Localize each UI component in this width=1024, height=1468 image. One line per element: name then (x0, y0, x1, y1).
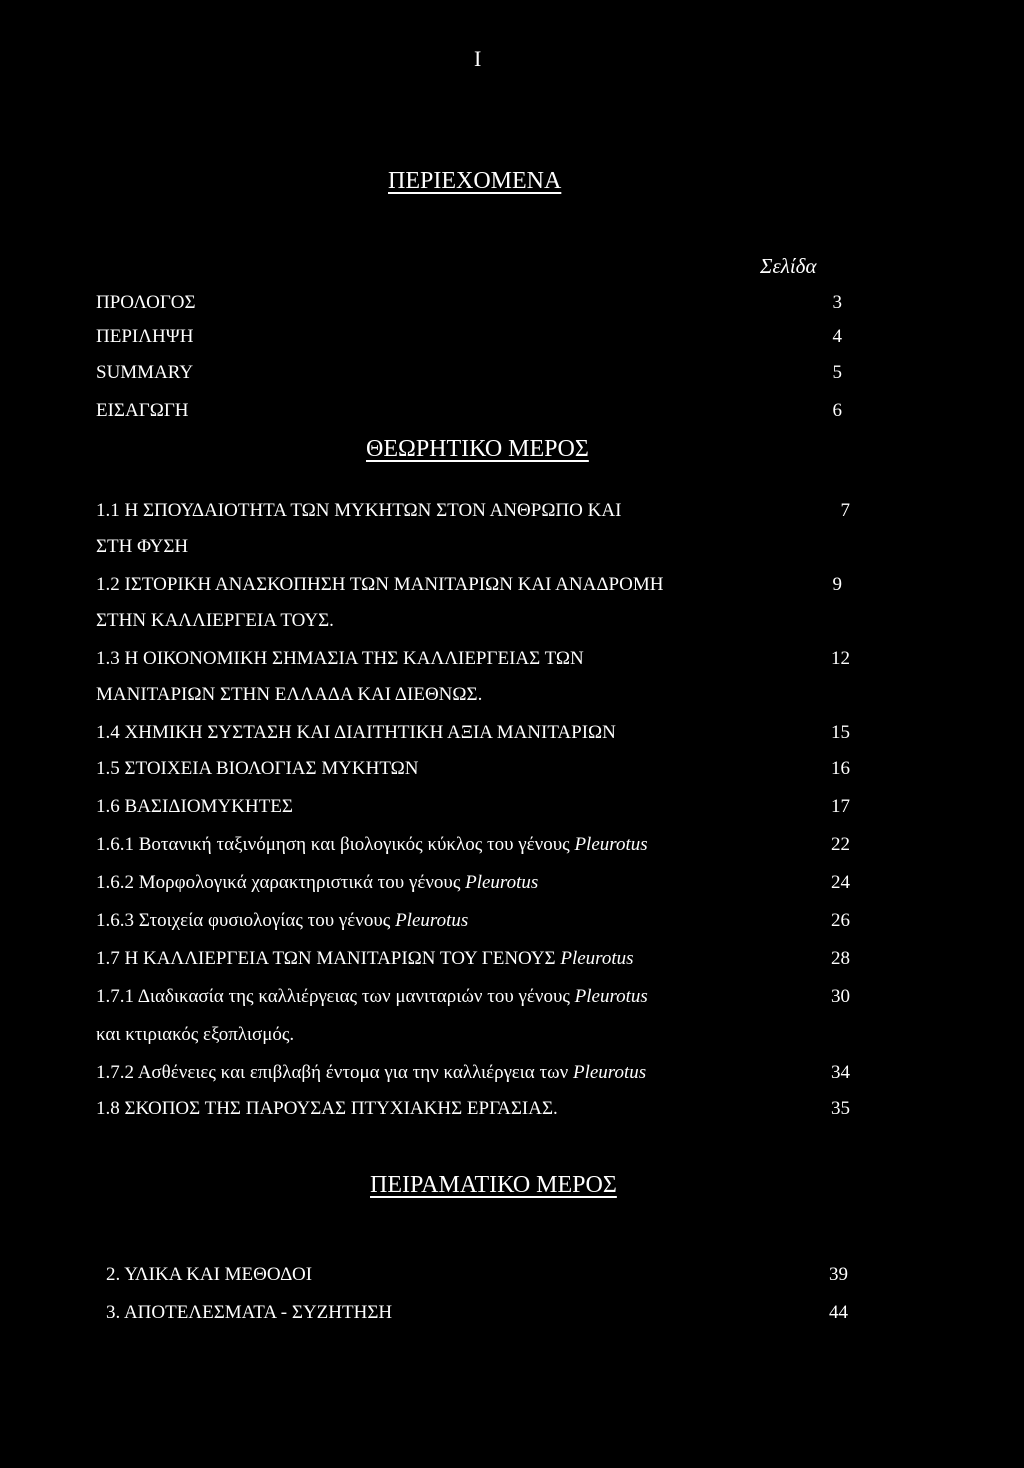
toc-entry-title: ΕΙΣΑΓΩΓΗ (96, 400, 189, 421)
toc-entry-page: 5 (832, 362, 842, 383)
toc-entry-text: 1.7 Η ΚΑΛΛΙΕΡΓΕΙΑ ΤΩΝ ΜΑΝΙΤΑΡΙΩΝ ΤΟΥ ΓΕΝΟΥΣ (96, 948, 556, 969)
toc-entry-title-continued: και κτιριακός εξοπλισμός. (96, 1024, 295, 1045)
toc-entry-title-continued: ΣΤΗΝ ΚΑΛΛΙΕΡΓΕΙΑ ΤΟΥΣ. (96, 610, 334, 631)
toc-entry-text: 1.6.3 Στοιχεία φυσιολογίας του γένους (96, 910, 391, 931)
genus-name: Pleurotus (572, 1062, 647, 1083)
toc-entry-text: 1.6.2 Μορφολογικά χαρακτηριστικά του γένους (96, 872, 461, 893)
toc-entry-page: 12 (831, 648, 850, 669)
genus-name: Pleurotus (574, 986, 648, 1007)
toc-title: ΠΕΡΙΕΧΟΜΕΝΑ (388, 168, 562, 194)
toc-entry-page: 34 (831, 1062, 850, 1083)
toc-entry-title: 1.6 ΒΑΣΙΔΙΟΜΥΚΗΤΕΣ (96, 796, 293, 817)
toc-entry-page: 7 (840, 500, 850, 521)
toc-entry-page: 35 (831, 1098, 850, 1119)
toc-entry-title (96, 986, 648, 1008)
toc-entry-title: ΠΡΟΛΟΓΟΣ (96, 292, 196, 313)
toc-entry-page: 6 (832, 400, 842, 421)
genus-name: Pleurotus (574, 834, 648, 855)
toc-entry-page: 39 (829, 1264, 848, 1285)
toc-entry-page: 17 (831, 796, 850, 817)
genus-name: Pleurotus (560, 948, 634, 969)
toc-entry-title: 3. ΑΠΟΤΕΛΕΣΜΑΤΑ - ΣΥΖΗΤΗΣΗ (106, 1302, 393, 1323)
toc-entry-title (96, 872, 538, 894)
genus-name: Pleurotus (465, 872, 539, 893)
toc-entry-title (96, 910, 468, 932)
toc-entry-page: 28 (831, 948, 850, 969)
toc-entry-title: 1.2 ΙΣΤΟΡΙΚΗ ΑΝΑΣΚΟΠΗΣΗ ΤΩΝ ΜΑΝΙΤΑΡΙΩΝ ΚΑΙ ΑΝΑΔΡΟΜΗ (96, 574, 664, 595)
toc-entry-text: 1.7.2 Ασθένειες και επιβλαβή έντομα για την καλλιέργεια των (96, 1062, 569, 1083)
toc-entry-page: 26 (831, 910, 850, 931)
toc-entry-title: 1.5 ΣΤΟΙΧΕΙΑ ΒΙΟΛΟΓΙΑΣ ΜΥΚΗΤΩΝ (96, 758, 419, 779)
toc-entry-title: SUMMARY (96, 362, 194, 383)
toc-entry-title (96, 834, 648, 856)
toc-entry-page: 4 (832, 326, 842, 347)
toc-entry-page: 15 (831, 722, 850, 743)
toc-entry-title: ΠΕΡΙΛΗΨΗ (96, 326, 194, 347)
toc-entry-page: 3 (832, 292, 842, 313)
toc-entry-title-continued: ΣΤΗ ΦΥΣΗ (96, 536, 189, 557)
page-column-label: Σελίδα (760, 254, 817, 278)
toc-entry-title-continued: ΜΑΝΙΤΑΡΙΩΝ ΣΤΗΝ ΕΛΛΑΔΑ ΚΑΙ ΔΙΕΘΝΩΣ. (96, 684, 483, 705)
toc-entry-title: 2. ΥΛΙΚΑ ΚΑΙ ΜΕΘΟΔΟΙ (106, 1264, 313, 1285)
toc-entry-text: 1.7.1 Διαδικασία της καλλιέργειας των μανιταριών του γένους (96, 986, 570, 1007)
toc-entry-title: 1.4 ΧΗΜΙΚΗ ΣΥΣΤΑΣΗ ΚΑΙ ΔΙΑΙΤΗΤΙΚΗ ΑΞΙΑ ΜΑΝΙΤΑΡΙΩΝ (96, 722, 616, 743)
genus-name: Pleurotus (395, 910, 469, 931)
toc-entry-title: 1.1 Η ΣΠΟΥΔΑΙΟΤΗΤΑ ΤΩΝ ΜΥΚΗΤΩΝ ΣΤΟΝ ΑΝΘΡΩΠΟ ΚΑΙ (96, 500, 622, 521)
toc-entry-page: 30 (831, 986, 850, 1007)
section-heading-theory: ΘΕΩΡΗΤΙΚΟ ΜΕΡΟΣ (366, 436, 589, 462)
page-number: I (474, 46, 482, 71)
toc-entry-page: 22 (831, 834, 850, 855)
toc-entry-page: 16 (831, 758, 850, 779)
section-heading-experimental: ΠΕΙΡΑΜΑΤΙΚΟ ΜΕΡΟΣ (370, 1172, 617, 1198)
toc-entry-page: 44 (829, 1302, 848, 1323)
toc-entry-title (96, 948, 634, 970)
toc-entry-page: 24 (831, 872, 850, 893)
toc-entry-title: 1.8 ΣΚΟΠΟΣ ΤΗΣ ΠΑΡΟΥΣΑΣ ΠΤΥΧΙΑΚΗΣ ΕΡΓΑΣΙΑΣ. (96, 1098, 558, 1119)
toc-entry-title: 1.3 Η ΟΙΚΟΝΟΜΙΚΗ ΣΗΜΑΣΙΑ ΤΗΣ ΚΑΛΛΙΕΡΓΕΙΑΣ ΤΩΝ (96, 648, 584, 669)
toc-entry-title (96, 1062, 646, 1084)
toc-entry-page: 9 (832, 574, 842, 595)
toc-entry-text: 1.6.1 Βοτανική ταξινόμηση και βιολογικός κύκλος του γένους (96, 834, 570, 855)
